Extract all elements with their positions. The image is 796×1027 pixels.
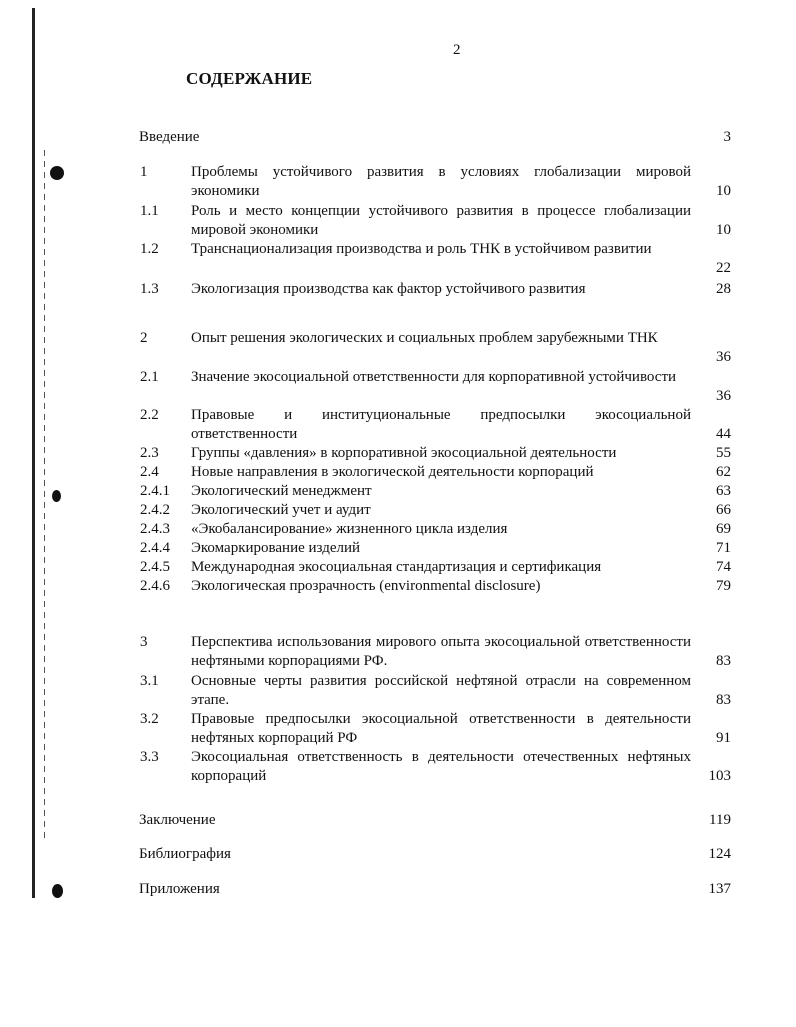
toc-appendices-title: Приложения: [139, 881, 220, 897]
toc-entry-number: 3.3: [140, 749, 159, 765]
toc-entry-page: 79: [716, 578, 731, 594]
toc-entry-number: 3: [140, 634, 148, 650]
toc-conclusion-page: 119: [709, 812, 731, 828]
toc-entry-number: 3.1: [140, 673, 159, 689]
toc-entry-page: 28: [716, 281, 731, 297]
toc-entry-number: 1.2: [140, 241, 159, 257]
toc-entry-title: Значение экосоциальной ответственности для корпоративной устойчивости: [191, 369, 677, 385]
toc-entry-number: 1.3: [140, 281, 159, 297]
toc-entry-page: 10: [716, 222, 731, 238]
toc-entry-page: 69: [716, 521, 731, 537]
toc-entry-number: 2.4.3: [140, 521, 170, 537]
toc-bibliography-page: 124: [708, 846, 731, 862]
toc-entry-title: Основные черты развития российской нефтяной отрасли на современном этапе.: [191, 673, 691, 708]
scan-edge-line: [32, 8, 35, 898]
toc-entry-number: 2.3: [140, 445, 159, 461]
toc-entry-number: 2.4.2: [140, 502, 170, 518]
toc-entry-title: Опыт решения экологических и социальных проблем зарубежными ТНК: [191, 330, 658, 346]
toc-entry-title: Новые направления в экологической деятельности корпораций: [191, 464, 594, 480]
scan-blot: [52, 490, 61, 502]
toc-appendices-page: 137: [708, 881, 731, 897]
toc-entry-page: 74: [716, 559, 731, 575]
toc-entry-number: 2.1: [140, 369, 159, 385]
toc-entry-title: Проблемы устойчивого развития в условиях глобализации мировой экономики: [191, 164, 691, 199]
toc-entry-number: 2.4.1: [140, 483, 170, 499]
toc-entry-title: Экологический учет и аудит: [191, 502, 371, 518]
toc-entry-page: 66: [716, 502, 731, 518]
toc-entry-title: Экосоциальная ответственность в деятельности отечественных нефтяных корпораций: [191, 749, 691, 784]
toc-conclusion-title: Заключение: [139, 812, 216, 828]
toc-entry-title: Экологический менеджмент: [191, 483, 372, 499]
page-title: СОДЕРЖАНИЕ: [186, 69, 313, 88]
toc-entry-page: 62: [716, 464, 731, 480]
toc-entry-title: Правовые предпосылки экосоциальной ответственности в деятельности нефтяных корпораций РФ: [191, 711, 691, 746]
toc-entry-page: 71: [716, 540, 731, 556]
scan-edge-noise: [44, 150, 45, 840]
toc-entry-title: Экомаркирование изделий: [191, 540, 361, 556]
toc-entry-page: 44: [716, 426, 731, 442]
toc-entry-page: 36: [716, 349, 731, 365]
toc-entry-page: 83: [716, 653, 731, 669]
toc-entry-number: 3.2: [140, 711, 159, 727]
page-number: 2: [453, 42, 461, 58]
toc-entry-page: 63: [716, 483, 731, 499]
toc-entry-number: 2.2: [140, 407, 159, 423]
toc-bibliography-title: Библиография: [139, 846, 231, 862]
toc-intro-title: Введение: [139, 129, 200, 145]
toc-entry-page: 55: [716, 445, 731, 461]
toc-entry-number: 1: [140, 164, 148, 180]
toc-entry-number: 2.4: [140, 464, 159, 480]
toc-entry-page: 36: [716, 388, 731, 404]
toc-entry-page: 83: [716, 692, 731, 708]
scan-blot: [52, 884, 63, 898]
toc-entry-number: 2.4.4: [140, 540, 170, 556]
toc-entry-number: 2.4.6: [140, 578, 170, 594]
toc-entry-page: 91: [716, 730, 731, 746]
toc-entry-page: 22: [716, 260, 731, 276]
toc-entry-number: 2: [140, 330, 148, 346]
toc-entry-title: Международная экосоциальная стандартизация и сертификация: [191, 559, 602, 575]
toc-entry-number: 1.1: [140, 203, 159, 219]
toc-entry-title: «Экобалансирование» жизненного цикла изделия: [191, 521, 508, 537]
toc-entry-page: 10: [716, 183, 731, 199]
toc-entry-title: Транснационализация производства и роль ТНК в устойчивом развитии: [191, 241, 652, 257]
toc-entry-title: Экологическая прозрачность (environmental disclosure): [191, 578, 541, 594]
toc-entry-title: Группы «давления» в корпоративной экосоциальной деятельности: [191, 445, 617, 461]
toc-entry-title: Роль и место концепции устойчивого развития в процессе глобализации мировой экономики: [191, 203, 691, 238]
scan-blot: [50, 166, 64, 180]
toc-entry-title: Перспектива использования мирового опыта экосоциальной ответственности нефтяными корпорациями РФ.: [191, 634, 691, 669]
toc-entry-title: Экологизация производства как фактор устойчивого развития: [191, 281, 586, 297]
toc-entry-page: 103: [708, 768, 731, 784]
toc-intro-page: 3: [723, 129, 731, 145]
toc-entry-title: Правовые и институциональные предпосылки экосоциальной ответственности: [191, 407, 691, 442]
toc-entry-number: 2.4.5: [140, 559, 170, 575]
